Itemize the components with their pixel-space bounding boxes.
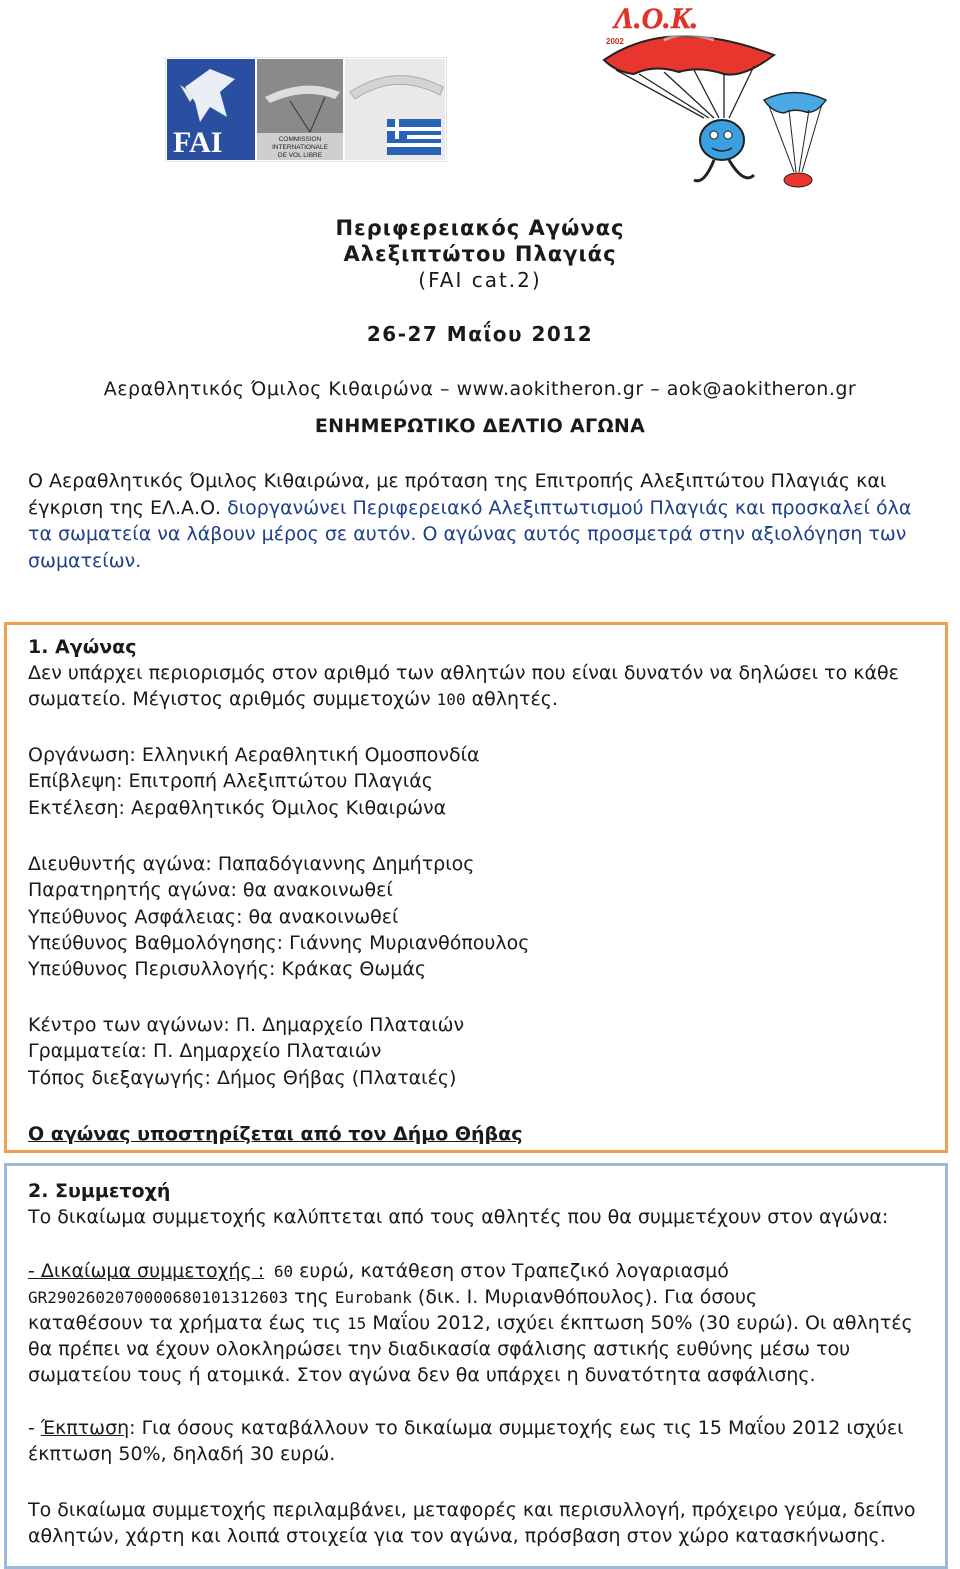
svg-text:INTERNATIONALE: INTERNATIONALE [272,144,328,151]
max-entries-number: 100 [436,690,466,709]
section-1-line-1: Δεν υπάρχει περιορισμός στον αριθμό των αθλητών που είναι δυνατόν να δηλώσει το κάθε [28,662,899,684]
supervision: Επίβλεψη: Επιτροπή Αλεξιπτώτου Πλαγιάς [28,770,433,792]
section-2-heading: 2. Συμμετοχή [28,1180,171,1202]
sponsor-note: Ο αγώνας υποστηρίζεται από τον Δήμο Θήβας [28,1123,523,1145]
fee-line-3-a: καταθέσουν τα χρήματα έως τις [28,1312,348,1334]
fee-line-1 [28,1260,729,1282]
max-entries-text: σωματείο. Μέγιστος αριθμός συμμετοχών [28,688,437,710]
svg-text:Λ.Ο.Κ.: Λ.Ο.Κ. [614,2,699,35]
title-line-2: Αλεξιπτώτου Πλαγιάς [343,242,617,266]
section-1-line-2 [28,688,558,710]
fee-line-4: θα πρέπει να έχουν ολοκληρώσει την διαδικασία σφάλισης αστικής ευθύνης μέσω του [28,1338,851,1360]
title-line-1: Περιφερειακός Αγώνας [335,216,625,240]
discount-line-2: έκπτωση 50%, δηλαδή 30 ευρώ. [28,1443,336,1465]
meet-director: Διευθυντής αγώνα: Παπαδόγιαννης Δημήτριος [28,853,475,875]
fee-line-3 [28,1312,913,1334]
execution: Εκτέλεση: Αεραθλητικός Όμιλος Κιθαιρώνα [28,797,447,819]
bank-rest: (δικ. Ι. Μυριανθόπουλος). Για όσους [411,1286,758,1308]
title-line-3: (FAI cat.2) [418,268,542,292]
discount-line-1 [28,1417,904,1439]
secretariat: Γραμματεία: Π. Δημαρχείο Πλαταιών [28,1040,382,1062]
svg-text:COMMISSION: COMMISSION [278,136,322,143]
fee-line-3-b: Μαΐου 2012, ισχύει έκπτωση 50% (30 ευρώ). Οι αθλητές [366,1312,913,1334]
event-date: 26-27 Μαΐου 2012 [366,322,594,346]
meet-observer: Παρατηρητής αγώνα: θα ανακοινωθεί [28,879,393,901]
discount-dash: - [28,1417,41,1439]
svg-text:FAI: FAI [173,126,223,159]
intro-line-4: σωματείων. [28,550,142,572]
discount-label: Έκπτωση [40,1417,130,1439]
intro-line-3: τα σωματεία να λάβουν μέρος σε αυτόν. Ο αγώνας αυτός προσμετρά στην αξιολόγηση των [28,523,907,545]
competition-hq: Κέντρο των αγώνων: Π. Δημαρχείο Πλαταιών [28,1014,465,1036]
safety-officer: Υπεύθυνος Ασφάλειας: θα ανακοινωθεί [28,906,399,928]
fee-line-5: σωματείου τους ή ατομικά. Στον αγώνα δεν θα υπάρχει η δυνατότητα ασφάλισης. [28,1364,816,1386]
bank-name: Eurobank [334,1288,412,1307]
fee-rest: ευρώ, κατάθεση στον Τραπεζικό λογαριασμό [293,1260,729,1282]
section-2-line-1: Το δικαίωμα συμμετοχής καλύπτεται από τους αθλητές που θα συμμετέχουν στον αγώνα: [28,1206,889,1228]
fee-label: - Δικαίωμα συμμετοχής : [28,1260,265,1282]
includes-line-1: Το δικαίωμα συμμετοχής περιλαμβάνει, μεταφορές και περισυλλογή, πρόχειρο γεύμα, δείπνο [28,1499,916,1521]
iban-rest: της [288,1286,335,1308]
retrieve-officer: Υπεύθυνος Περισυλλογής: Κράκας Θωμάς [28,958,427,980]
aok-club-logo [594,0,842,200]
includes-line-2: αθλητών, χάρτη και λοιπά στοιχεία για τον αγώνα, πρόσβαση στον χώρο κατασκήνωσης. [28,1525,886,1547]
club-contact-line: Αεραθλητικός Όμιλος Κιθαιρώνα – www.aokitheron.gr – aok@aokitheron.gr [103,378,857,400]
organization: Οργάνωση: Ελληνική Αεραθλητική Ομοσπονδία [28,744,480,766]
iban: GR2902602070000680101312603 [28,1288,289,1307]
fee-amount: 60 [264,1262,294,1281]
intro-line-2-rest: διοργανώνει Περιφερειακό Αλεξιπτωτισμού Πλαγιάς και προσκαλεί όλα [221,497,912,519]
scoring-officer: Υπεύθυνος Βαθμολόγησης: Γιάννης Μυριανθόπουλος [28,932,530,954]
section-1-heading: 1. Αγώνας [28,636,137,658]
svg-text:2002: 2002 [606,37,624,46]
svg-text:DE VOL LIBRE: DE VOL LIBRE [277,152,323,159]
intro-line-2 [28,497,911,519]
intro-federation: έγκριση της ΕΛ.Α.Ο. [28,497,222,519]
fai-civl-logo [165,57,447,162]
fee-line-2 [28,1286,757,1308]
max-entries-unit: αθλητές. [465,688,558,710]
fee-line-3-num: 15 [347,1314,367,1333]
intro-line-1: Ο Αεραθλητικός Όμιλος Κιθαιρώνα, με πρόταση της Επιτροπής Αλεξιπτώτου Πλαγιάς και [28,470,887,492]
bulletin-title: ΕΝΗΜΕΡΩΤΙΚΟ ΔΕΛΤΙΟ ΑΓΩΝΑ [314,415,646,437]
venue: Τόπος διεξαγωγής: Δήμος Θήβας (Πλαταιές) [28,1067,457,1089]
discount-rest: : Για όσους καταβάλλουν το δικαίωμα συμμετοχής εως τις 15 Μαΐου 2012 ισχύει [129,1417,904,1439]
